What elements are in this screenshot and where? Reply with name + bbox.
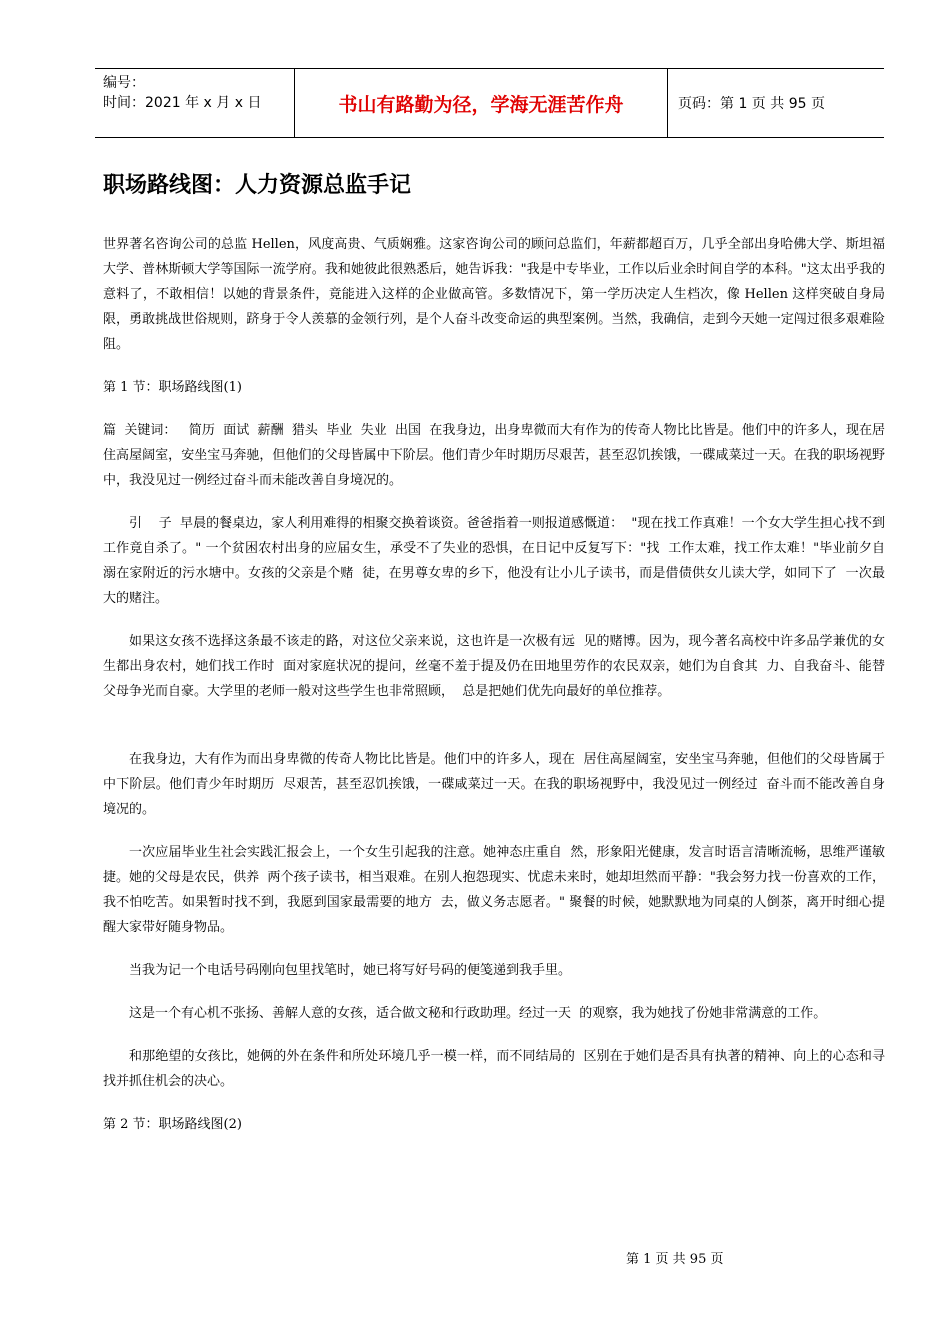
page-footer: 第 1 页 共 95 页 (626, 1252, 724, 1267)
body-paragraph: 和那绝望的女孩比，她俩的外在条件和所处环境几乎一模一样，而不同结局的 区别在于她们是否具有执著的精神、向上的心态和寻找并抓住机会的决心。 (103, 1049, 885, 1089)
document-number-label: 编号： (103, 75, 145, 91)
body-paragraph: 当我为记一个电话号码刚向包里找笔时，她已将写好号码的便笺递到我手里。 (129, 963, 572, 978)
header-meta (95, 69, 295, 137)
body-paragraph: 这是一个有心机不张扬、善解人意的女孩，适合做文秘和行政助理。经过一天 的观察，我为她找了份她非常满意的工作。 (129, 1006, 827, 1021)
page-header (95, 68, 884, 138)
document-title: 职场路线图：人力资源总监手记 (103, 173, 412, 198)
document-date: 时间：2021 年 x 月 x 日 (103, 95, 262, 111)
intro-paragraph: 世界著名咨询公司的总监 Hellen，风度高贵、气质娴雅。这家咨询公司的顾问总监们，年薪都超百万，几乎全部出身哈佛大学、斯坦福大学、普林斯顿大学等国际一流学府。我和她彼此很熟悉后，她告诉我："我是中专毕业，工作以后业余时间自学的本科。"这太出乎我的意料了，不敢相信！以她的背景条件，竟能进入这样的企业做高管。多数情况下，第一学历决定人生档次，像 Hellen 这样突破自身局限，勇敢挑战世俗规则，跻身于令人羡慕的金领行列，是个人奋斗改变命运的典型案例。当然，我确信，走到今天她一定闯过很多艰难险阻。 (103, 237, 885, 352)
body-paragraph: 引 子 早晨的餐桌边，家人利用难得的相聚交换着谈资。爸爸指着一则报道感慨道： "现在找工作真难！一个女大学生担心找不到工作竟自杀了。" 一个贫困农村出身的应届女生，承受不了失业的恐惧，在日记中反复写下："找 工作太难，找工作太难！"毕业前夕自溺在家附近的污水塘中。女孩的父亲是个赌 徒，在男尊女卑的乡下，他没有让小儿子读书，而是借债供女儿读大学，如同下了 一次最大的赌注。 (103, 516, 885, 606)
document-body (103, 232, 885, 1137)
body-paragraph: 如果这女孩不选择这条最不该走的路，对这位父亲来说，这也许是一次极有远 见的赌博。因为，现今著名高校中许多品学兼优的女生都出身农村，她们找工作时 面对家庭状况的提问，丝毫不羞于提及仍在田地里劳作的农民双亲，她们为自食其 力、自我奋斗、能替父母争光而自豪。大学里的老师一般对这些学生也非常照顾， 总是把她们优先向最好的单位推荐。 (103, 634, 885, 699)
section-heading: 第 1 节：职场路线图(1) (103, 380, 242, 395)
section-heading: 第 2 节：职场路线图(2) (103, 1117, 242, 1132)
body-paragraph: 在我身边，大有作为而出身卑微的传奇人物比比皆是。他们中的许多人，现在 居住高屋阔室，安坐宝马奔驰，但他们的父母皆属于中下阶层。他们青少年时期历 尽艰苦，甚至忍饥挨饿，一碟咸菜过一天。在我的职场视野中，我没见过一例经过 奋斗而不能改善自身境况的。 (103, 752, 885, 817)
body-paragraph: 一次应届毕业生社会实践汇报会上，一个女生引起我的注意。她神态庄重自 然，形象阳光健康，发言时语言清晰流畅，思维严谨敏捷。她的父母是农民，供养 两个孩子读书，相当艰难。在别人抱怨现实、忧虑未来时，她却坦然而平静："我会努力找一份喜欢的工作，我不怕吃苦。如果暂时找不到，我愿到国家最需要的地方 去，做义务志愿者。" 聚餐的时候，她默默地为同桌的人倒茶，离开时细心提醒大家带好随身物品。 (103, 845, 885, 935)
header-motto: 书山有路勤为径，学海无涯苦作舟 (295, 69, 668, 137)
keywords-paragraph: 篇 关键词： 简历 面试 薪酬 猎头 毕业 失业 出国 在我身边，出身卑微而大有作为的传奇人物比比皆是。他们中的许多人，现在居住高屋阔室，安坐宝马奔驰，但他们的父母皆属中下阶层。他们青少年时期历尽艰苦，甚至忍饥挨饿，一碟咸菜过一天。在我的职场视野中，我没见过一例经过奋斗而未能改善自身境况的。 (103, 423, 885, 488)
header-page-number: 页码：第 1 页 共 95 页 (678, 96, 825, 112)
